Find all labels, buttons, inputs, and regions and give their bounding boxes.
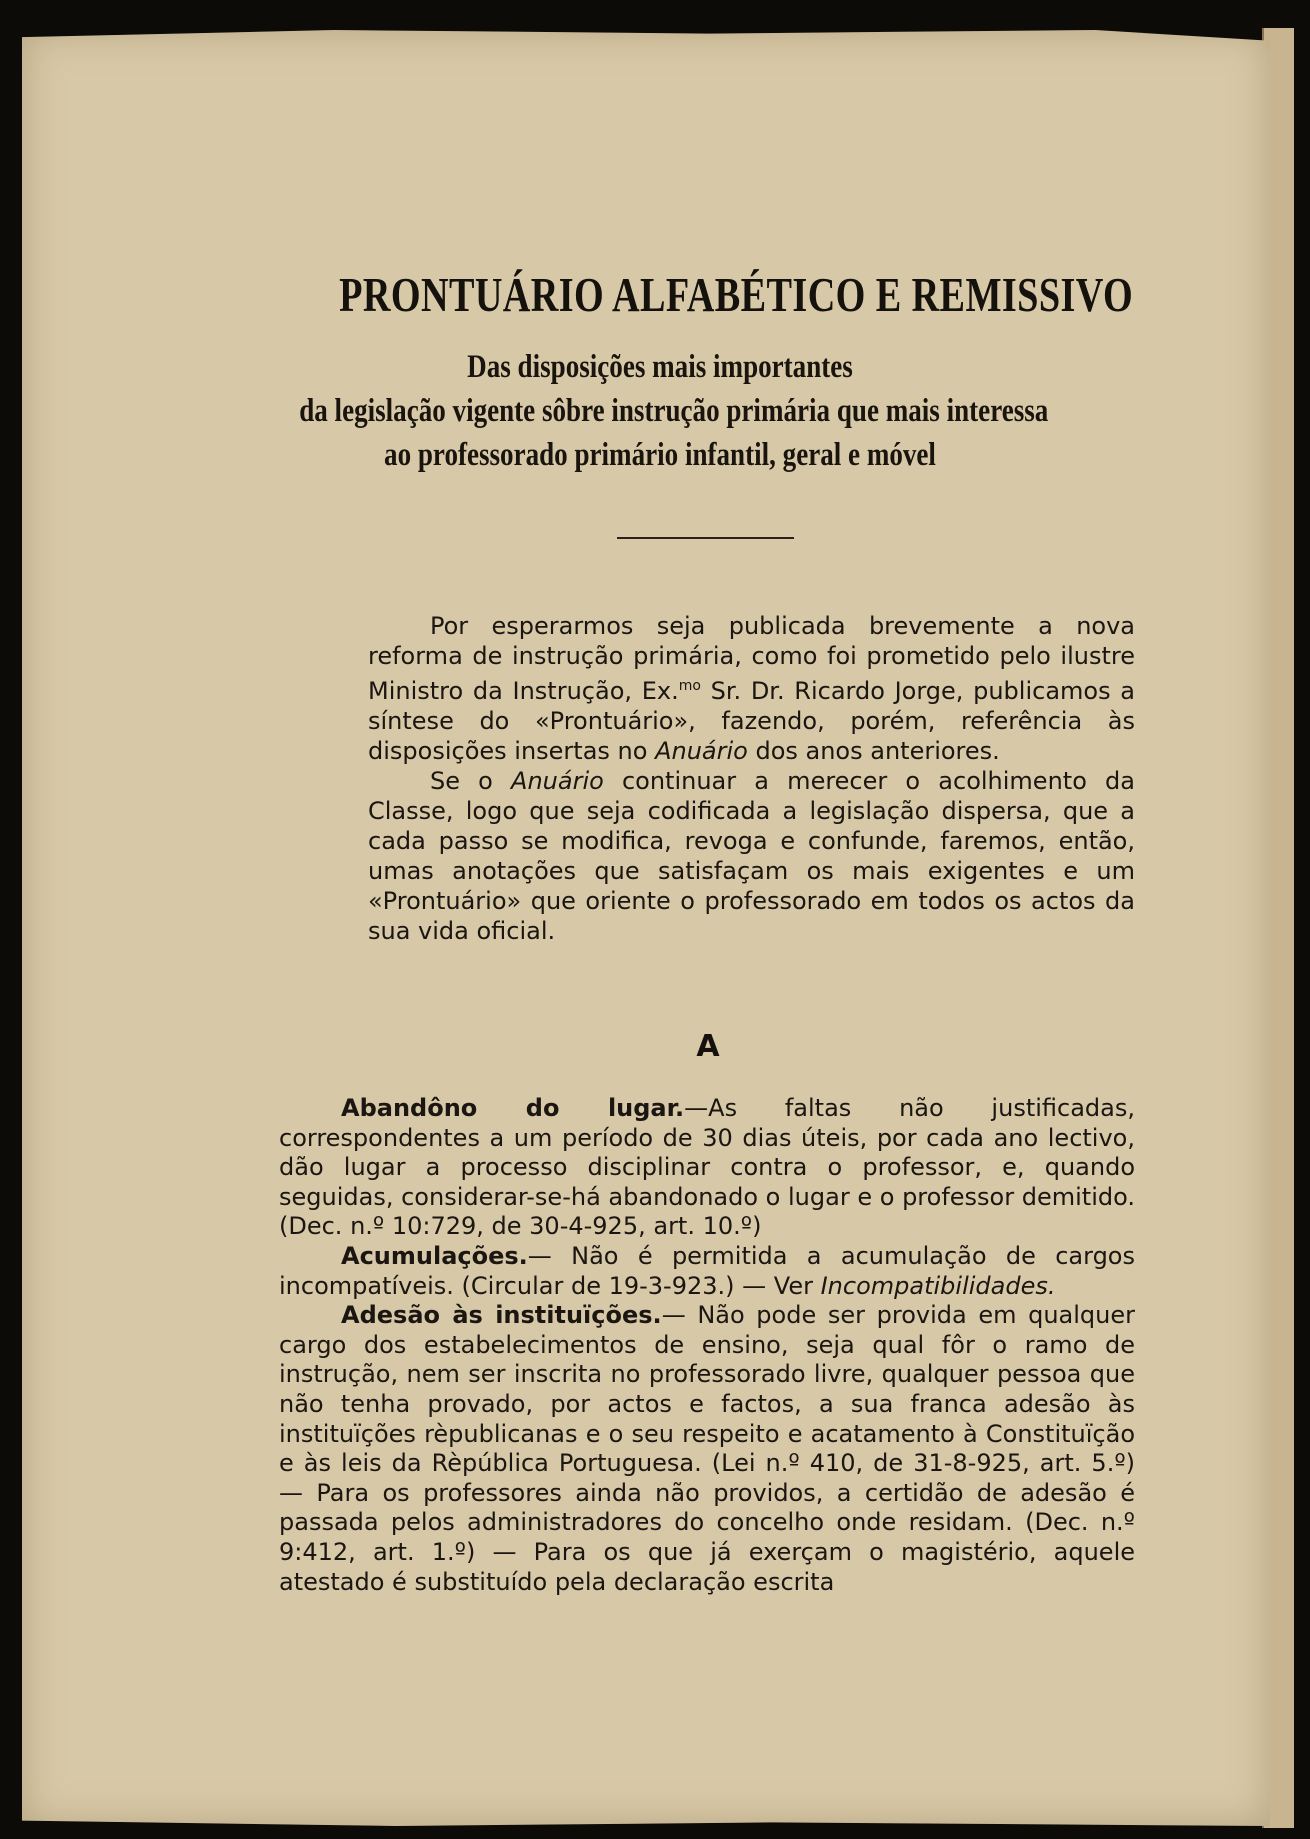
- entry-heading: Acumulações.: [341, 1241, 528, 1270]
- intro-text-span: Sr. Dr. Ricardo Jorge, publicamos a síntese do «Prontuário», fazendo, porém, referência às disposições insertas no: [368, 677, 1135, 765]
- intro-text-span: continuar a merecer o acolhimento da Classe, logo que seja codificada a legislação dispersa, que a cada passo se modifica, revoga e confunde, faremos, então, umas anotações que satisfaçam os mais exigentes e um «Prontuário» que oriente o professorado em todos os actos da sua vida oficial.: [368, 767, 1135, 945]
- entry-heading: Adesão às instituïções.: [341, 1301, 662, 1330]
- subtitle-line: Das disposições mais importantes: [467, 349, 853, 385]
- entry-heading: Abandôno do lugar.: [341, 1094, 685, 1122]
- entry-reference: Incompatibilidades.: [820, 1271, 1056, 1300]
- subtitle-line: ao professorado primário infantil, geral e móvel: [384, 437, 936, 473]
- entry-text: —As faltas não justificadas, correspondentes a um período de 30 dias úteis, por cada ano lectivo, dão lugar a processo disciplinar contra o professor, e, quando seguidas, considerar-se-há abandonado o lugar e o professor demitido. (Dec. n.º 10:729, de 30-4-925, art. 10.º): [279, 1094, 1135, 1241]
- intro-text-span: Se o: [430, 767, 512, 795]
- entry: [279, 1094, 1135, 1242]
- italic-title: Anuário: [655, 737, 748, 765]
- section-letter: A: [696, 1029, 720, 1064]
- intro-text: [368, 611, 1135, 946]
- subtitle-line: da legislação vigente sôbre instrução primária que mais interessa: [299, 393, 1049, 429]
- entry: [279, 1242, 1135, 1301]
- document-subtitle: [299, 345, 1049, 477]
- intro-paragraph: [368, 611, 1135, 766]
- divider-rule: [617, 537, 794, 539]
- document-title: PRONTUÁRIO ALFABÉTICO E REMISSIVO: [339, 267, 1134, 322]
- intro-text-span: Por esperarmos seja publicada brevemente a nova reforma de instrução primária, como foi prometido pelo ilustre Ministro da Instrução, Ex.: [368, 612, 1135, 705]
- entry: [279, 1301, 1135, 1597]
- entry-text: — Não é permitida a acumulação de cargos incompatíveis. (Circular de 19-3-923.) — Ver: [279, 1241, 1135, 1300]
- intro-paragraph: [368, 766, 1135, 946]
- intro-text-span: dos anos anteriores.: [747, 737, 1000, 765]
- entry-text: — Não pode ser provida em qualquer cargo dos estabelecimentos de ensino, seja qual fôr o ramo de instrução, nem ser inscrita no professorado livre, qualquer pessoa que não tenha provado, por actos e factos, a sua franca adesão às instituïções rèpublicanas e o seu respeito e acatamento à Constituïção e às leis da Rèpública Portuguesa. (Lei n.º 410, de 31-8-925, art. 5.º) — Para os professores ainda não providos, a certidão de adesão é passada pelos administradores do concelho onde residam. (Dec. n.º 9:412, art. 1.º) — Para os que já exerçam o magistério, aquele atestado é substituído pela declaração escrita: [279, 1301, 1135, 1596]
- superscript: mo: [678, 678, 701, 694]
- entries-list: [279, 1094, 1135, 1597]
- italic-title: Anuário: [511, 767, 604, 795]
